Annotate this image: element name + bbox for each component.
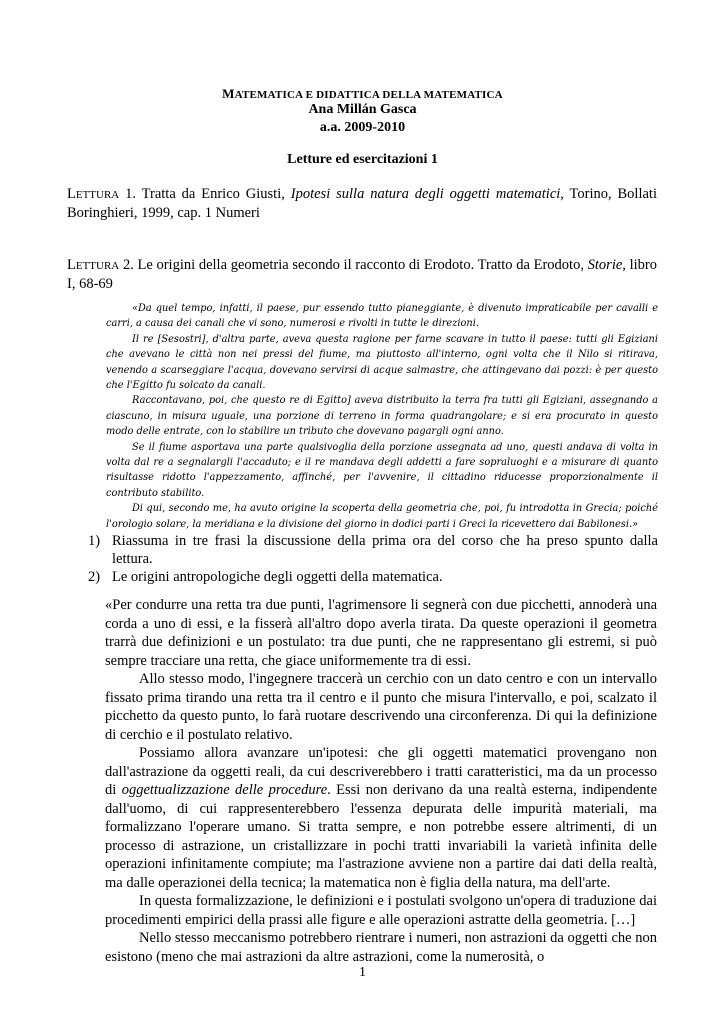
lettura-1-text-b: , Torino, Bollati Boringhieri, 1999, cap. 1 Numeri xyxy=(67,186,657,221)
quote-paragraph: Se il fiume asportava una parte qualsivoglia della porzione assegnata ad uno, questi andava di volta in volta dal re a segnalargli l'accaduto; e il re mandava degli addetti a fare sopraluoghi e a misurare di quanto risultasse ridotto l'appezzamento, affinché, per l'avvenire, il cittadino riducesse proporzionalmente il contributo stabilito. xyxy=(106,441,658,499)
page-number: 1 xyxy=(359,965,366,980)
quote-paragraph: Di qui, secondo me, ha avuto origine la scoperta della geometria che, poi, fu introdotta in Grecia; poiché l'orologio solare, la meridiana e la divisione del giorno in dodici parti i Greci la ricevettero dai Babilonesi.» xyxy=(106,503,658,530)
question-item xyxy=(88,568,658,586)
question-number: 2) xyxy=(88,569,101,585)
course-title-rest: ATEMATICA E DIDATTICA DELLA MATEMATICA xyxy=(234,89,503,101)
herodotus-quote xyxy=(106,301,658,532)
lettura-2-label-rest: ETTURA xyxy=(75,260,120,272)
excerpt-paragraph: Allo stesso modo, l'ingegnere traccerà un cerchio con un dato centro e con un intervallo fissato prima tirando una retta tra il centro e il punto che misura l'intervallo, e poi, scalzato il picchetto da questo punto, lo farà ruotare descrivendo una circonferenza. Di qui la definizione di cerchio e il postulato relativo. xyxy=(105,671,657,743)
lettura-1-label-rest: ETTURA xyxy=(75,189,120,201)
author-name: Ana Millán Gasca xyxy=(308,102,417,117)
excerpt-paragraph: Nello stesso meccanismo potrebbero rientrare i numeri, non astrazioni da oggetti che non esistono (meno che mai astrazioni da altre astrazioni, come la numerosità, o xyxy=(105,930,657,965)
question-item xyxy=(88,532,658,568)
lettura-1 xyxy=(67,185,657,222)
lettura-2-label xyxy=(67,257,120,273)
lettura-1-label xyxy=(67,186,120,202)
questions-list xyxy=(88,532,658,586)
lettura-1-text-a: 1. Tratta da Enrico Giusti, xyxy=(119,186,291,202)
lettura-1-label-initial: L xyxy=(67,186,76,202)
question-number: 1) xyxy=(88,533,101,549)
excerpt-text: Possiamo allora avanzare un'ipotesi: che gli oggetti matematici provengano non dall'astrazione da oggetti reali, da cui descriverebbero i tratti caratteristici, ma da un processo di xyxy=(105,745,657,798)
excerpt-paragraph: In questa formalizzazione, le definizioni e i postulati svolgono un'opera di traduzione dai procedimenti empirici della prassi alle figure e alle operazioni astratte della geometria. […] xyxy=(105,893,657,928)
lettura-2-book-title: Storie xyxy=(587,257,623,273)
quote-paragraph: Raccontavano, poi, che questo re di Egitto] aveva distribuito la terra fra tutti gli Egiziani, assegnando a ciascuno, in misura uguale, una porzione di terreno in forma quadrangolare; e si era procurato in questo modo delle entrate, con lo stabilire un tributo che dovevano pagargli ogni anno. xyxy=(106,395,658,438)
excerpt-paragraph xyxy=(105,744,657,892)
document-title: Letture ed esercitazioni 1 xyxy=(287,152,438,167)
excerpt-text: . Essi non derivano da una realtà esterna, indipendente dall'uomo, di cui rappresenterebbero l'essenza depurata delle impurità materiali, ma formalizzano l'operare umano. Si tratta sempre, e non potrebbe essere altrimenti, di un processo di astrazione, un cristallizzare in pochi tratti invariabili la varietà infinita delle operazioni infinitamente compiute; ma l'astrazione avviene non a partire dai dati della realtà, ma dalle operazionei della tecnica; la matematica non è figlia della natura, ma dell'arte. xyxy=(105,782,658,891)
lettura-2-label-initial: L xyxy=(67,257,76,273)
lettura-2-text-a: 2. Le origini della geometria secondo il racconto di Erodoto. Tratto da Erodoto, xyxy=(119,257,588,273)
giusti-excerpt xyxy=(105,596,657,966)
lettura-1-book-title: Ipotesi sulla natura degli oggetti matematici xyxy=(290,186,561,202)
academic-year: a.a. 2009-2010 xyxy=(319,120,406,135)
question-text: Le origini antropologiche degli oggetti della matematica. xyxy=(112,569,443,585)
course-title xyxy=(0,86,725,102)
excerpt-italic-term: oggettualizzazione delle procedure xyxy=(121,782,328,798)
quote-paragraph: «Da quel tempo, infatti, il paese, pur essendo tutto pianeggiante, è divenuto impraticabile per cavalli e carri, a causa dei canali che vi sono, numerosi e rivolti in tutte le direzioni. xyxy=(106,303,658,330)
quote-paragraph: Il re [Sesostri], d'altra parte, aveva questa ragione per farne scavare in tutto il paese: tutti gli Egiziani che avevano le città non nei pressi del fiume, ma piuttosto all'interno, ogni volta che il Nilo si ritirava, venendo a scarseggiare l'acqua, dovevano servirsi di acque salmastre, che attingevano dai pozzi: è per questo che l'Egitto fu solcato da canali. xyxy=(106,333,658,392)
lettura-2-text-b: , libro I, 68-69 xyxy=(67,257,657,292)
lettura-2 xyxy=(67,256,657,293)
excerpt-paragraph: «Per condurre una retta tra due punti, l'agrimensore li segnerà con due picchetti, annoderà una corda a uno di essi, e la fisserà all'altro dopo averla tirata. Da queste operazioni il geometra trarrà due definizioni e un postulato: tra due punti, che ne rappresentano gli estremi, si può sempre tracciare una retta, che giace uniformemente tra di essi. xyxy=(105,597,657,669)
question-text: Riassuma in tre frasi la discussione della prima ora del corso che ha preso spunto dalla lettura. xyxy=(112,533,658,567)
course-title-initial: M xyxy=(222,86,235,101)
